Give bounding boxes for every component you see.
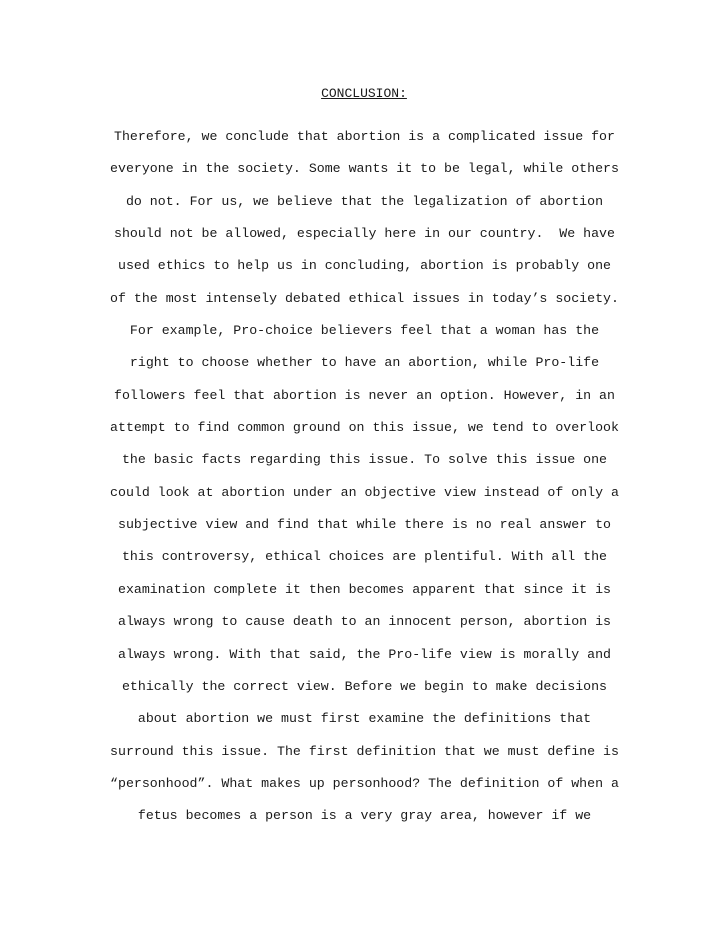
text-line: attempt to find common ground on this issue, we tend to overlook — [110, 420, 619, 436]
text-line: always wrong. With that said, the Pro-life view is morally and — [118, 646, 611, 662]
text-line: used ethics to help us in concluding, abortion is probably one — [118, 258, 611, 274]
text-line: this controversy, ethical choices are plentiful. With all the — [121, 549, 608, 565]
heading-text: CONCLUSION: — [321, 86, 407, 101]
text-line: fetus becomes a person is a very gray area, however if we — [137, 808, 592, 824]
text-line: subjective view and find that while there is no real answer to — [118, 517, 611, 533]
text-line: the basic facts regarding this issue. To solve this issue one — [121, 452, 608, 468]
text-line: examination complete it then becomes apparent that since it is — [118, 581, 611, 597]
heading — [0, 85, 728, 103]
text-line: followers feel that abortion is never an option. However, in an — [114, 387, 615, 403]
text-line: right to choose whether to have an abortion, while Pro-life — [129, 355, 600, 371]
text-line: ethically the correct view. Before we begin to make decisions — [121, 678, 608, 694]
text-line: about abortion we must first examine the definitions that — [137, 711, 592, 727]
text-line: always wrong to cause death to an innocent person, abortion is — [118, 614, 611, 630]
text-line: “personhood”. What makes up personhood? The definition of when a — [110, 775, 619, 791]
text-line: Therefore, we conclude that abortion is a complicated issue for — [114, 129, 615, 144]
text-line: of the most intensely debated ethical issues in today’s society. — [110, 290, 619, 306]
text-line: For example, Pro-choice believers feel that a woman has the — [129, 323, 600, 339]
text-line: should not be allowed, especially here in our country. We have — [114, 226, 615, 242]
text-line: could look at abortion under an objective view instead of only a — [110, 484, 619, 500]
text-line: surround this issue. The first definition that we must define is — [110, 743, 619, 759]
text-line: do not. For us, we believe that the legalization of abortion — [125, 193, 604, 209]
text-line: everyone in the society. Some wants it to be legal, while others — [110, 161, 619, 177]
body-paragraph — [88, 128, 641, 840]
